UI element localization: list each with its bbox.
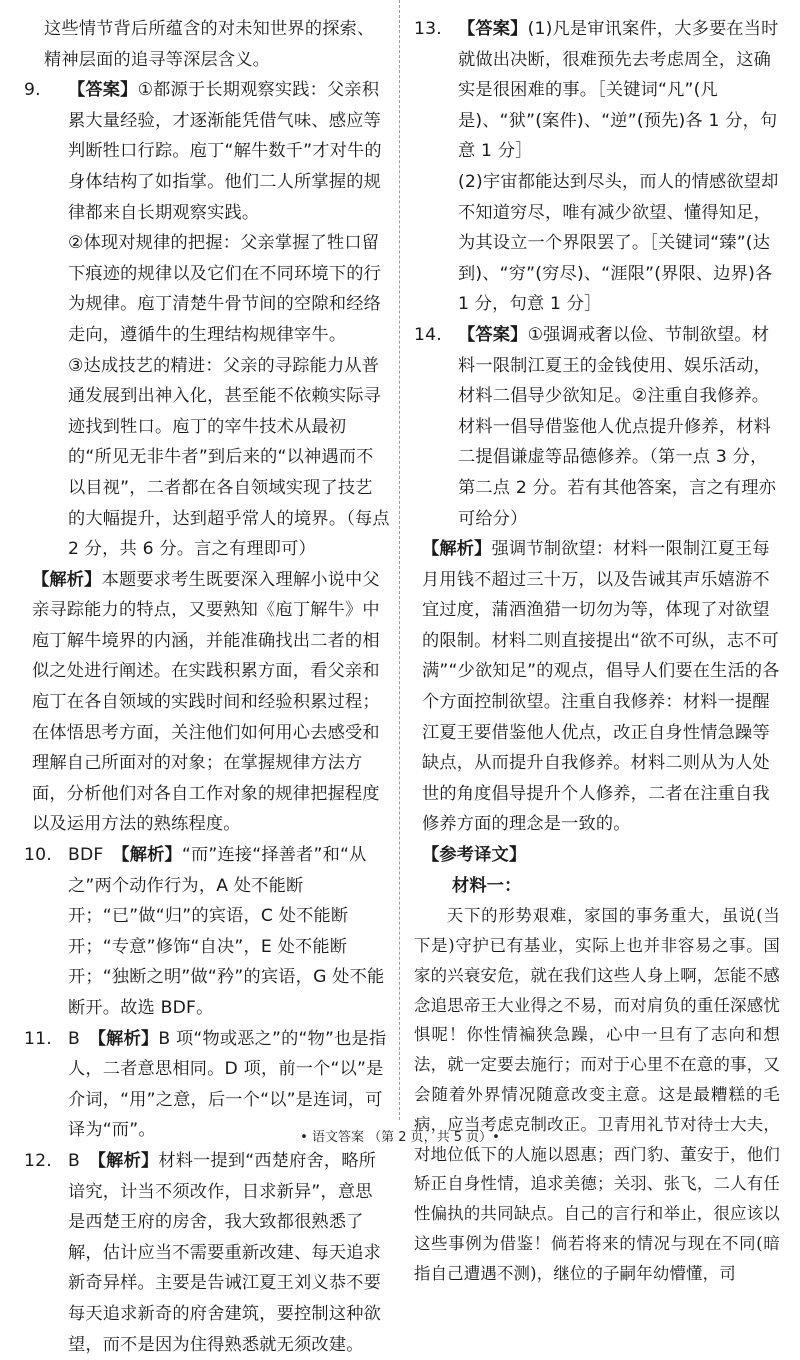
- analysis-body: 材料一提到“西楚府舍，略所谙究，计当不须改作，日求新异”，意思是西楚王府的房舍，我大致都很熟悉了解，估计应当不需要重新改建、每天追求新奇异样。主要是告诫江夏王刘义恭不要每天追求新奇的府舍建筑，要控制这种欲望，而不是因为住得熟悉就无须改建。: [68, 1150, 381, 1355]
- answer-label: 【答案】: [458, 324, 528, 345]
- question-number: 12.: [24, 1150, 52, 1171]
- answer-text: [68, 75, 390, 228]
- left-column: [24, 14, 390, 1360]
- question-number: 11.: [24, 1028, 52, 1049]
- answer-point-1: (1)凡是审讯案件，大多要在当时就做出决断，很难预先去考虑周全，这确实是很困难的事。［关键词“凡”(凡是)、“狱”(案件)、“逆”(预先)各 1 分，句意 1 分］: [458, 19, 779, 162]
- reference-translation: [414, 840, 780, 1289]
- right-column: [414, 14, 780, 1289]
- answer-block-13: [414, 14, 780, 320]
- analysis-body: “而”连接“择善者”和“从之”两个动作行为，A 处不能断开；“已”做“归”的宾语，C 处不能断开；“专意”修饰“自决”，E 处不能断开；“独断之明”做“矜”的宾语，G 处不能断开。故选 BDF。: [68, 845, 385, 1018]
- analysis-text: [24, 565, 390, 840]
- answer-choice: B: [68, 1150, 98, 1171]
- answer-points: ①强调戒奢以俭、节制欲望。材料一限制江夏王的金钱使用、娱乐活动，材料二倡导少欲知足。②注重自我修养。材料一倡导借鉴他人优点提升修养，材料二提倡谦虚等品德修养。（第一点 3 分，第二点 2 分。若有其他答案，言之有理亦可给分）: [458, 324, 777, 529]
- analysis-block-14: [414, 534, 780, 840]
- answer-point-2: ②体现对规律的把握：父亲掌握了牲口留下痕迹的规律以及它们在不同环境下的行为规律。庖丁清楚牛骨节间的空隙和经络走向，遵循牛的生理结构规律宰牛。: [68, 233, 381, 345]
- analysis-text: [414, 534, 780, 840]
- answer-label: 【答案】: [458, 19, 528, 39]
- answer-text: [68, 840, 390, 1024]
- analysis-body: 本题要求考生既要深入理解小说中父亲寻踪能力的特点，又要熟知《庖丁解牛》中庖丁解牛境界的内涵，并能准确找出二者的相似之处进行阐述。在实践积累方面，看父亲和庖丁在各自领域的实践时间和经验积累过程；在体悟思考方面，关注他们如何用心去感受和理解自己所面对的对象；在掌握规律方法方面，分析他们对各自工作对象的规律把握程度以及运用方法的熟练程度。: [32, 569, 380, 835]
- translation-header: 【参考译文】: [422, 845, 527, 866]
- translation-subheader: 材料一：: [452, 875, 522, 896]
- answer-block-12: [24, 1146, 390, 1360]
- answer-text: [458, 320, 780, 534]
- answer-block-10: [24, 840, 390, 1024]
- analysis-label: 【解析】: [32, 569, 102, 590]
- analysis-label: 【解析】: [97, 1150, 159, 1171]
- answer-text: [68, 1146, 390, 1360]
- question-number: 9.: [24, 80, 41, 101]
- answer-choice: BDF: [68, 845, 121, 866]
- answer-point-2: (2)宇宙都能达到尽头，而人的情感欲望却不知道穷尽，唯有减少欲望、懂得知足，为其设立一个界限罢了。［关键词“臻”(达到)、“穷”(穷尽)、“涯限”(界限、边界)各 1 分，句意 1 分］: [458, 171, 779, 315]
- analysis-label: 【解析】: [120, 845, 182, 866]
- answer-point-1: ①都源于长期观察实践：父亲积累大量经验，才逐渐能凭借气味、感应等判断牲口行踪。庖丁“解牛数千”才对牛的身体结构了如指掌。他们二人所掌握的规律都来自长期观察实践。: [68, 80, 382, 223]
- answer-point-3: ③达成技艺的精进：父亲的寻踪能力从普通发展到出神入化，甚至能不依赖实际寻迹找到牲口。庖丁的宰牛技术从最初的“所见无非牛者”到后来的“以神遇而不以目视”，二者都在各自领域实现了技艺的大幅提升，达到超乎常人的境界。（每点 2 分，共 6 分。言之有理即可）: [68, 355, 390, 560]
- answer-label: 【答案】: [68, 80, 138, 101]
- answer-block-9: [24, 75, 390, 565]
- continued-text: 这些情节背后所蕴含的对未知世界的探索、精神层面的追寻等深层含义。: [44, 19, 375, 70]
- answer-block-14: [414, 320, 780, 534]
- analysis-body: 强调节制欲望：材料一限制江夏王每月用钱不超过三十万，以及告诫其声乐嬉游不宜过度，蒲酒渔猎一切勿为等，体现了对欲望的限制。材料二则直接提出“欲不可纵，志不可满”“少欲知足”的观点，倡导人们要在生活的各个方面控制欲望。注重自我修养：材料一提醒江夏王要借鉴他人优点，改正自身性情急躁等缺点，从而提升自我修养。材料二则从为人处世的角度倡导提升个人修养，二者在注重自我修养方面的理念是一致的。: [422, 539, 780, 835]
- column-divider: [399, 0, 400, 1120]
- analysis-label: 【解析】: [97, 1028, 159, 1049]
- question-number: 13.: [414, 19, 442, 39]
- page-footer: • 语文答案 （第 2 页，共 5 页）•: [300, 1130, 500, 1145]
- analysis-block-9: [24, 565, 390, 840]
- translation-body: 天下的形势艰难，家国的事务重大，虽说(当下是)守护已有基业，实际上也并非容易之事。国家的兴衰安危，就在我们这些人身上啊，怎能不感念追思帝王大业得之不易，而对肩负的重任深感忧惧呢！你性情褊狭急躁，心中一旦有了志向和想法，就一定要去施行；而对于心里不在意的事，又会随着外界情况随意改变主意。这是最糟糕的毛病，应当考虑克制改正。卫青用礼节对待士大夫，对地位低下的人施以恩惠；西门豹、董安于，他们矫正自身性情，追求美德；关羽、张飞，二人有任性偏执的共同缺点。自己的言行和举止，很应该以这些事例为借鉴！倘若将来的情况与现在不同(暗指自己遭遇不测)，继位的子嗣年幼懵懂，司: [414, 906, 780, 1283]
- answer-choice: B: [68, 1028, 98, 1049]
- analysis-label: 【解析】: [422, 539, 492, 560]
- question-number: 10.: [24, 845, 52, 866]
- analysis-body: B 项“物或恶之”的“物”也是指人，二者意思相同。D 项，前一个“以”是介词，“用”之意，后一个“以”是连词，可译为“而”。: [68, 1028, 387, 1141]
- question-number: 14.: [414, 324, 442, 345]
- answer-text: [458, 14, 780, 167]
- answer-block-8-continued: [24, 14, 390, 75]
